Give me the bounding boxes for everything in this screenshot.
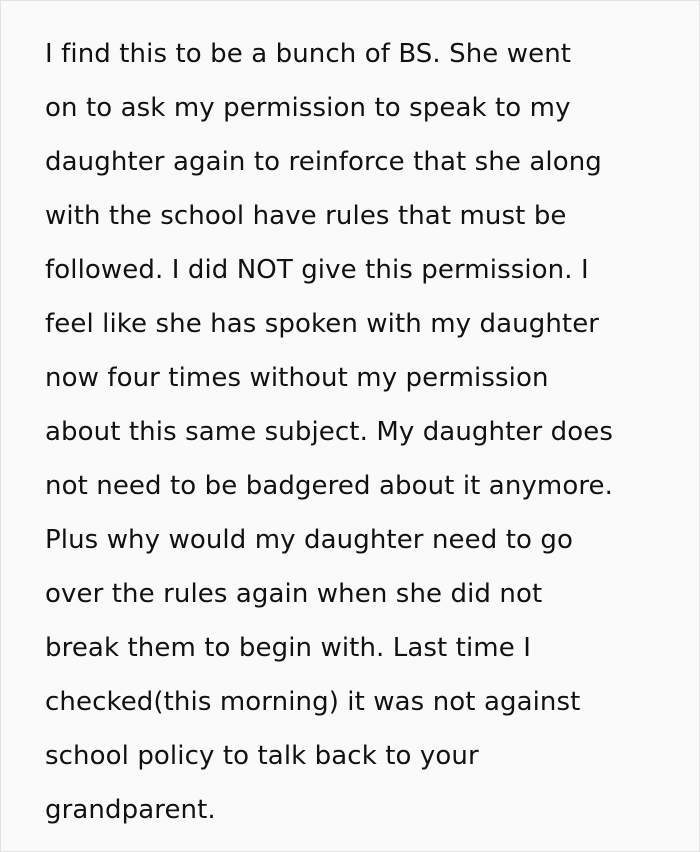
text-line: grandparent. <box>45 795 216 825</box>
text-line: school policy to talk back to your <box>45 741 479 771</box>
post-text <box>45 27 685 837</box>
text-line: not need to be badgered about it anymore. <box>45 471 614 501</box>
text-line: I find this to be a bunch of BS. She went <box>45 39 572 69</box>
text-line: feel like she has spoken with my daughter <box>45 309 600 339</box>
text-line: followed. I did NOT give this permission. I <box>45 255 589 285</box>
text-line: about this same subject. My daughter does <box>45 417 613 447</box>
text-line: on to ask my permission to speak to my <box>45 93 571 123</box>
text-line: break them to begin with. Last time I <box>45 633 531 663</box>
text-line: now four times without my permission <box>45 363 549 393</box>
text-line: with the school have rules that must be <box>45 201 567 231</box>
text-line: over the rules again when she did not <box>45 579 543 609</box>
text-line: Plus why would my daughter need to go <box>45 525 573 555</box>
text-line: checked(this morning) it was not against <box>45 687 581 717</box>
text-line: daughter again to reinforce that she along <box>45 147 602 177</box>
